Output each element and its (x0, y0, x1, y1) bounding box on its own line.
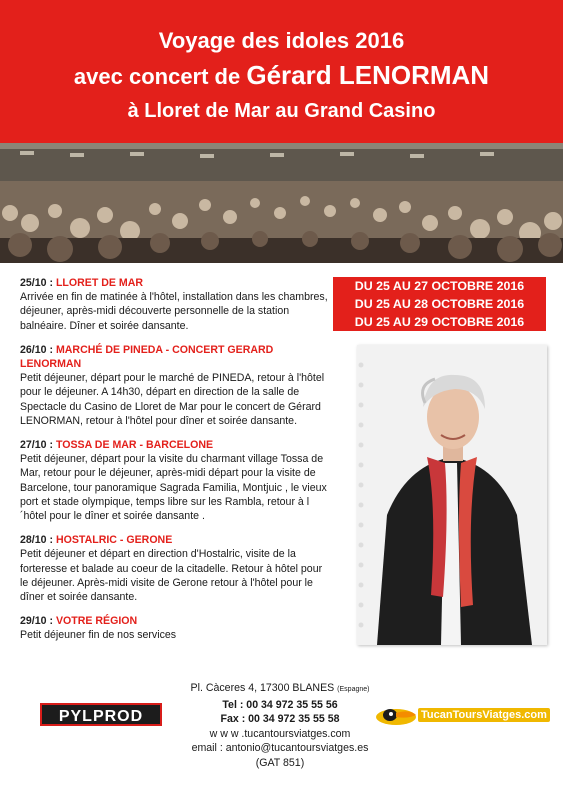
title-banner (0, 0, 563, 143)
fax-line: Fax : 00 34 972 35 55 58 (220, 713, 340, 725)
day-date: 26/10 : (20, 343, 56, 356)
pylprod-logo: PYLPROD (40, 703, 162, 726)
day-heading (20, 533, 330, 547)
dates-box (333, 277, 546, 331)
title-line-2-prefix: avec concert de (73, 64, 247, 89)
website-line[interactable]: w w w .tucantoursviatges.com (209, 727, 351, 740)
day-heading (20, 343, 330, 371)
day-place: VOTRE RÉGION (55, 615, 138, 628)
day-description: Petit déjeuner fin de nos services (20, 629, 177, 642)
date-option: DU 25 AU 29 OCTOBRE 2016 (354, 315, 525, 329)
artist-name: Gérard LENORMAN (246, 60, 490, 90)
itinerary-day (20, 614, 330, 642)
concert-audience-photo (0, 143, 563, 263)
license-line: (GAT 851) (255, 756, 305, 769)
itinerary-day (20, 533, 330, 604)
day-heading (20, 276, 330, 290)
day-description: Arrivée en fin de matinée à l'hôtel, installation dans les chambres, déjeuner, après-midi découverte personnelle de la station balnéaire. Dîner et soirée dansante. (20, 291, 328, 332)
email-line[interactable]: email : antonio@tucantoursviatges.es (191, 742, 369, 754)
title-line-3: à Lloret de Mar au Grand Casino (127, 100, 436, 122)
address-country: (Espagne) (337, 686, 370, 693)
tucan-tours-logo (374, 703, 547, 727)
itinerary-day (20, 276, 330, 333)
phone-line: Tel : 00 34 972 35 55 56 (222, 698, 338, 711)
day-date: 28/10 : (20, 534, 56, 547)
day-place: HOSTALRIC - GERONE (55, 534, 173, 547)
date-option: DU 25 AU 27 OCTOBRE 2016 (354, 279, 525, 293)
toucan-icon (374, 703, 418, 727)
day-description: Petit déjeuner, départ pour la visite du charmant village Tossa de Mar, retour pour le déjeuner, après-midi départ pour la visite de Barcelone, tour panoramique Sagrada Familia, Montjuic , le vieux port et stade olympique, temps libre sur les Rambla, retour à l´hôtel pour le dîner et soirée dansante . (20, 453, 327, 523)
day-place: LLORET DE MAR (55, 277, 144, 289)
day-place: MARCHÉ DE PINEDA - CONCERT GERARD LENORMAN (20, 343, 274, 371)
itinerary-day (20, 438, 330, 523)
address-line (130, 681, 430, 698)
audience-illustration (0, 143, 563, 263)
day-date: 29/10 : (20, 615, 56, 628)
title-line-2 (0, 60, 563, 91)
itinerary (20, 276, 330, 653)
artist-portrait (357, 345, 547, 645)
day-date: 25/10 : (20, 277, 56, 289)
day-date: 27/10 : (20, 439, 56, 452)
address: Pl. Càceres 4, 17300 BLANES (190, 682, 335, 694)
day-heading (20, 614, 330, 628)
day-description: Petit déjeuner et départ en direction d'Hostalric, visite de la forteresse et balade au coeur de la citadelle. Retour à hôtel pour le déjeuner. Après-midi visite de Gerone retour à l'hôtel pour le dîner et soirée dansante. (20, 548, 323, 604)
itinerary-day (20, 343, 330, 428)
artist-portrait-illustration (357, 345, 547, 645)
title-line-1: Voyage des idoles 2016 (158, 28, 405, 53)
date-option: DU 25 AU 28 OCTOBRE 2016 (354, 297, 525, 311)
day-description: Petit déjeuner, départ pour le marché de PINEDA, retour à l'hôtel pour le déjeuner. A 14h30, départ en direction de la salle de Spectacle du Casino de Lloret de Mar pour le concert de Gérard LENORMAN, retour à l'hôtel pour dîner et soirée dansante. (20, 372, 325, 427)
day-heading (20, 438, 330, 452)
tucan-tours-name: TucanToursViatges.com (418, 708, 550, 722)
day-place: TOSSA DE MAR - BARCELONE (55, 439, 214, 452)
